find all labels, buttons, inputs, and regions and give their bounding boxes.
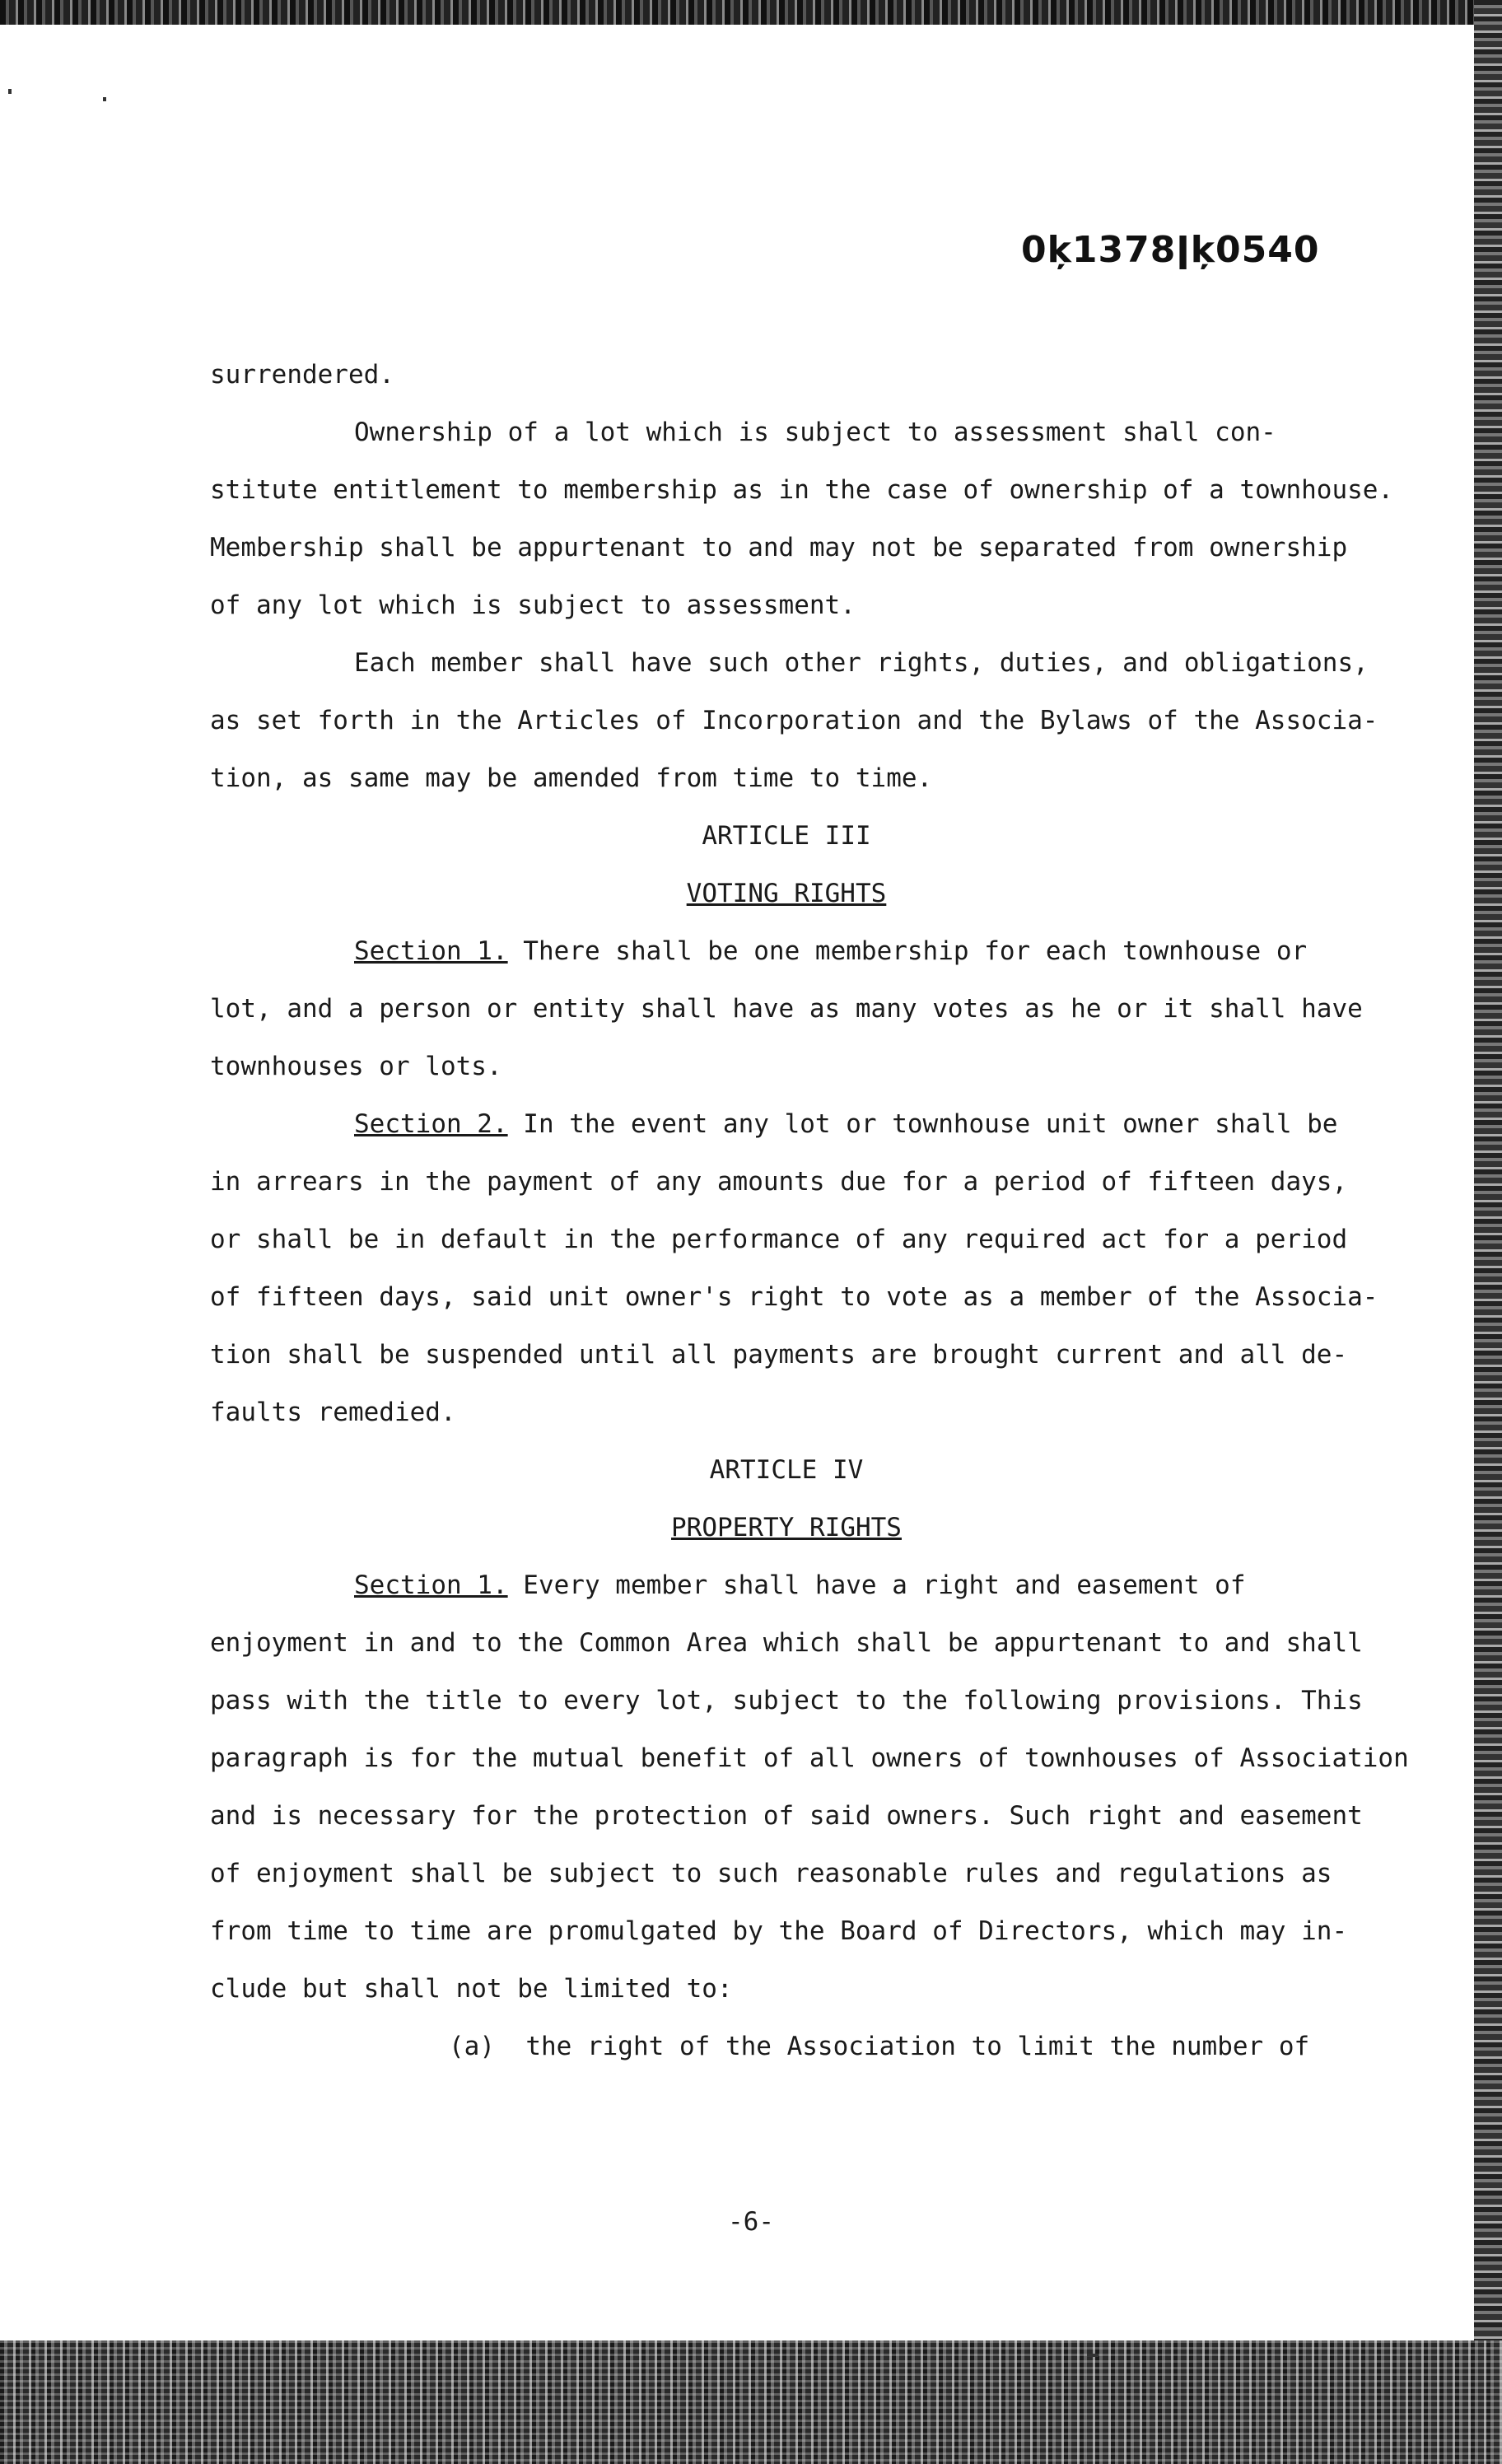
article-title [210,1499,1363,1556]
paragraph-line: tion shall be suspended until all payments are brought current and all de- [210,1340,1348,1370]
page-number: -6- [728,2207,774,2237]
paragraph-line: lot, and a person or entity shall have as many votes as he or it shall have [210,994,1363,1024]
section-line [210,1556,1363,1614]
section-label: Section 1. [354,1570,508,1600]
paragraph-line: townhouses or lots. [210,1052,502,1081]
section-line [210,922,1363,980]
article-title-text: VOTING RIGHTS [686,879,887,908]
scan-border-bottom [0,2340,1502,2464]
article-title [210,865,1363,922]
scan-speck [1087,2354,1099,2357]
scan-speck [103,97,106,101]
paragraph-line: faults remedied. [210,1398,456,1427]
paragraph-line: clude but shall not be limited to: [210,1974,733,2004]
paragraph-line: tion, as same may be amended from time to time. [210,763,933,793]
list-item [210,2018,1363,2075]
paragraph-line: Membership shall be appurtenant to and may not be separated from ownership [210,533,1348,562]
paragraph-line: enjoyment in and to the Common Area which shall be appurtenant to and shall [210,1628,1363,1658]
paragraph-line: from time to time are promulgated by the Board of Directors, which may in- [210,1916,1348,1946]
article-heading: ARTICLE III [702,821,871,851]
article-heading: ARTICLE IV [709,1455,864,1485]
section-text: In the event any lot or townhouse unit owner shall be [507,1109,1338,1139]
section-text: Every member shall have a right and easement of [507,1570,1246,1600]
paragraph-line: of fifteen days, said unit owner's right to vote as a member of the Associa- [210,1282,1378,1312]
paragraph-line: Each member shall have such other rights, duties, and obligations, [354,648,1369,678]
paragraph-line: pass with the title to every lot, subject to the following provisions. This [210,1686,1363,1715]
article-title-text: PROPERTY RIGHTS [671,1513,902,1542]
list-item-text: the right of the Association to limit the number of [495,2032,1310,2061]
section-label: Section 2. [354,1109,508,1139]
paragraph-line: and is necessary for the protection of said owners. Such right and easement [210,1801,1363,1831]
paragraph-line: Ownership of a lot which is subject to assessment shall con- [354,418,1276,447]
paragraph-line: paragraph is for the mutual benefit of all owners of townhouses of Association [210,1743,1409,1773]
paragraph-line: as set forth in the Articles of Incorporation and the Bylaws of the Associa- [210,706,1378,735]
document-body [210,346,1409,2075]
scan-speck [8,89,12,94]
paragraph-line: in arrears in the payment of any amounts due for a period of fifteen days, [210,1167,1348,1197]
list-item-label: (a) [449,2032,495,2061]
section-line [210,1095,1363,1153]
paragraph-line: surrendered. [210,360,394,390]
scan-border-right [1474,0,1502,2464]
scan-border-top [0,0,1502,25]
section-label: Section 1. [354,936,508,966]
paragraph-line: of enjoyment shall be subject to such reasonable rules and regulations as [210,1859,1332,1888]
section-text: There shall be one membership for each townhouse or [507,936,1308,966]
document-id-stamp: 0ķ1378ǀķ0540 [1021,229,1320,271]
paragraph-line: or shall be in default in the performance of any required act for a period [210,1225,1348,1254]
paragraph-line: of any lot which is subject to assessment. [210,590,856,620]
paragraph-line: stitute entitlement to membership as in the case of ownership of a townhouse. [210,475,1394,505]
